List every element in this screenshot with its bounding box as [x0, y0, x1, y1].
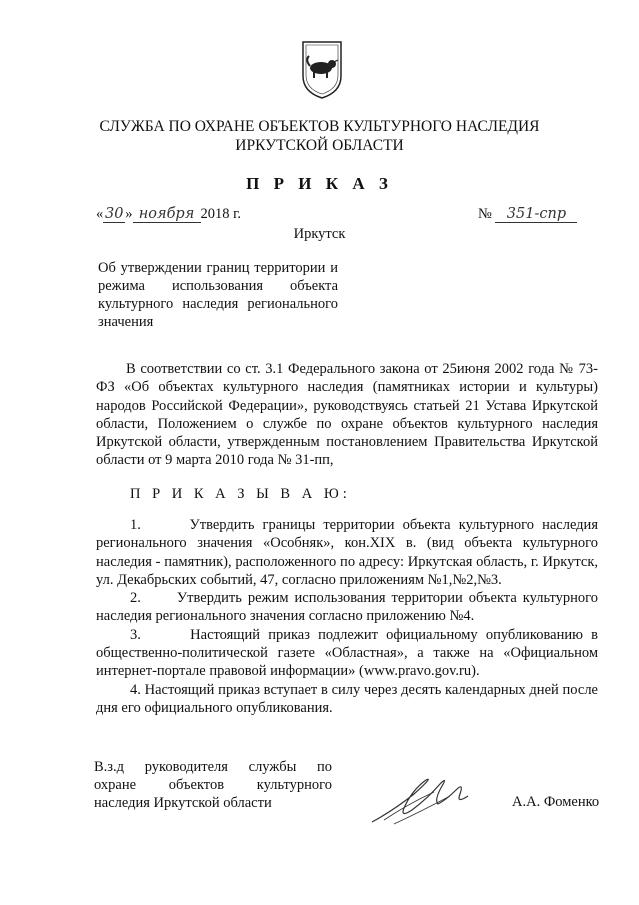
city-name: Иркутск	[293, 226, 346, 242]
document-subject: Об утверждении границ территории и режима использования объекта культурного наследия регионального значения	[98, 260, 338, 330]
signatory-title	[94, 758, 332, 812]
preamble-text: В соответствии со ст. 3.1 Федерального закона от 25июня 2002 года № 73-ФЗ «Об объектах культурного наследия (памятниках истории и культуры) народов Российской Федерации», руководствуясь статьей 21 Устава Иркутской области, Положением о службе по охране объектов культурного наследия Иркутской области, утвержденным постановлением Правительства Иркутской области от 9 марта 2010 года № 31-пп,	[96, 361, 598, 469]
handwritten-signature-icon	[364, 770, 484, 830]
preamble-paragraph	[96, 360, 598, 470]
order-item: 4. Настоящий приказ вступает в силу через десять календарных дней после дня его официального опубликования.	[96, 681, 598, 716]
order-item: 1. Утвердить границы территории объекта культурного наследия регионального значения «Особняк», кон.XIX в. (вид объекта культурного наследия - памятник), расположенного по адресу: Иркутская область, г. Иркутск, ул. Декабрьских событий, 47, согласно приложениям №1,№2,№3.	[96, 517, 598, 588]
document-date	[96, 206, 241, 223]
date-month: ноября	[133, 206, 201, 223]
number-prefix: №	[478, 206, 492, 222]
document-type-title: П Р И К А З	[246, 174, 393, 193]
signatory-title-line: охране объектов культурного	[94, 777, 332, 793]
document-number	[478, 206, 577, 223]
coat-of-arms-icon	[301, 40, 343, 100]
signatory-name: А.А. Фоменко	[512, 794, 600, 810]
date-day: 30	[105, 206, 124, 222]
organization-name-line2: ИРКУТСКОЙ ОБЛАСТИ	[235, 137, 404, 154]
date-open-quote: «	[96, 206, 104, 222]
order-items-list	[96, 516, 598, 717]
organization-name-line1: СЛУЖБА ПО ОХРАНЕ ОБЪЕКТОВ КУЛЬТУРНОГО НАСЛЕДИЯ	[99, 118, 540, 135]
number-value: 351-спр	[495, 206, 577, 223]
order-item: 2. Утвердить режим использования территории объекта культурного наследия регионального значения согласно приложению №4.	[96, 590, 598, 625]
signatory-title-line: наследия Иркутской области	[94, 795, 272, 811]
order-heading: П Р И К А З Ы В А Ю:	[130, 486, 351, 502]
date-close-quote: »	[125, 206, 133, 222]
signatory-title-line: В.з.д руководителя службы по	[94, 759, 332, 775]
date-year: 2018 г.	[200, 206, 242, 222]
order-item: 3. Настоящий приказ подлежит официальному опубликованию в общественно-политической газете «Областная», а также на «Официальном интернет-портале правовой информации» (www.pravo.gov.ru).	[96, 626, 598, 680]
